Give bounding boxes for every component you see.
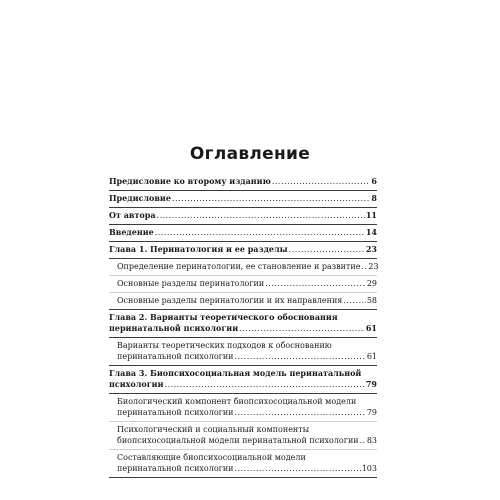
- toc-entry-title-line2: перинатальной психологии: [109, 323, 239, 333]
- toc-entry-preface[interactable]: [109, 191, 377, 208]
- toc-entry-ch3-components[interactable]: [109, 450, 377, 478]
- leader-dots: [165, 379, 365, 390]
- toc-entry-title-line2: перинатальной психологии: [117, 352, 234, 361]
- toc-entry-title-line1: Психологический и социальный компоненты: [117, 425, 310, 434]
- toc-entry-title-line1: Варианты теоретических подходов к обоснованию: [117, 341, 332, 350]
- toc-entry-from-author[interactable]: [109, 208, 377, 225]
- toc-page-number: 83: [366, 436, 377, 445]
- toc-entry-preface-second-edition[interactable]: [109, 174, 377, 191]
- toc-entry-title: Введение: [109, 227, 154, 237]
- toc-entry-title-line1: Биологический компонент биопсихосоциальной модели: [117, 397, 357, 406]
- toc-entry-introduction[interactable]: [109, 225, 377, 242]
- toc-entry-title-line2: перинатальной психологии: [117, 408, 234, 417]
- toc-entry-title: Предисловие: [109, 193, 171, 203]
- leader-dots: [172, 193, 370, 204]
- leader-dots: [235, 351, 366, 362]
- table-of-contents: [109, 174, 377, 478]
- toc-entry-title-line2: биопсихосоциальной модели перинатальной психологии: [117, 436, 359, 445]
- leader-dots: [360, 435, 366, 446]
- toc-entry-ch1-sections-directions[interactable]: [109, 293, 377, 310]
- toc-entry-title-line1: Составляющие биопсихосоциальной модели: [117, 453, 306, 462]
- toc-page-number: 8: [371, 193, 377, 203]
- toc-entry-ch1-main-sections[interactable]: [109, 276, 377, 293]
- toc-entry-title: Основные разделы перинатологии и их направления: [117, 296, 343, 305]
- leader-dots: [265, 278, 366, 289]
- toc-entry-ch3-psych-social[interactable]: [109, 422, 377, 450]
- toc-page-number: 23: [368, 262, 379, 271]
- leader-dots: [239, 323, 365, 334]
- toc-entry-ch2-approaches[interactable]: [109, 338, 377, 366]
- toc-entry-chapter-2[interactable]: [109, 310, 377, 338]
- leader-dots: [235, 407, 366, 418]
- toc-entry-ch3-biological[interactable]: [109, 394, 377, 422]
- leader-dots: [235, 463, 361, 474]
- toc-entry-title: Определение перинатологии, ее становление и развитие: [117, 262, 361, 271]
- toc-entry-title-line2: психологии: [109, 379, 164, 389]
- toc-page-number: 61: [366, 352, 377, 361]
- toc-page-number: 79: [365, 379, 377, 389]
- toc-entry-title: Основные разделы перинатологии: [117, 279, 265, 288]
- toc-page-number: 11: [365, 210, 377, 220]
- toc-page-number: 61: [365, 323, 377, 333]
- toc-page-number: 58: [366, 296, 377, 305]
- toc-page-number: 14: [365, 227, 377, 237]
- toc-entry-chapter-1[interactable]: [109, 242, 377, 259]
- leader-dots: [272, 176, 371, 187]
- leader-dots: [361, 261, 367, 272]
- toc-entry-title-line2: перинатальной психологии: [117, 464, 234, 473]
- toc-page-number: 79: [366, 408, 377, 417]
- toc-entry-title-line1: Глава 3. Биопсихосоциальная модель перинатальной: [109, 368, 362, 378]
- toc-entry-title-line1: Глава 2. Варианты теоретического обоснования: [109, 312, 338, 322]
- toc-page-number: 29: [366, 279, 377, 288]
- toc-entry-chapter-3[interactable]: [109, 366, 377, 394]
- leader-dots: [343, 295, 365, 306]
- toc-entry-title: Глава 1. Перинатология и ее разделы: [109, 244, 288, 254]
- toc-page-number: 103: [361, 464, 377, 473]
- page-title: Оглавление: [189, 144, 311, 164]
- toc-entry-title: От автора: [109, 210, 156, 220]
- toc-page-number: 23: [365, 244, 377, 254]
- toc-entry-ch1-definition[interactable]: [109, 259, 377, 276]
- leader-dots: [155, 227, 365, 238]
- toc-entry-title: Предисловие ко второму изданию: [109, 176, 271, 186]
- leader-dots: [157, 210, 365, 221]
- toc-page-number: 6: [371, 176, 377, 186]
- leader-dots: [289, 244, 365, 255]
